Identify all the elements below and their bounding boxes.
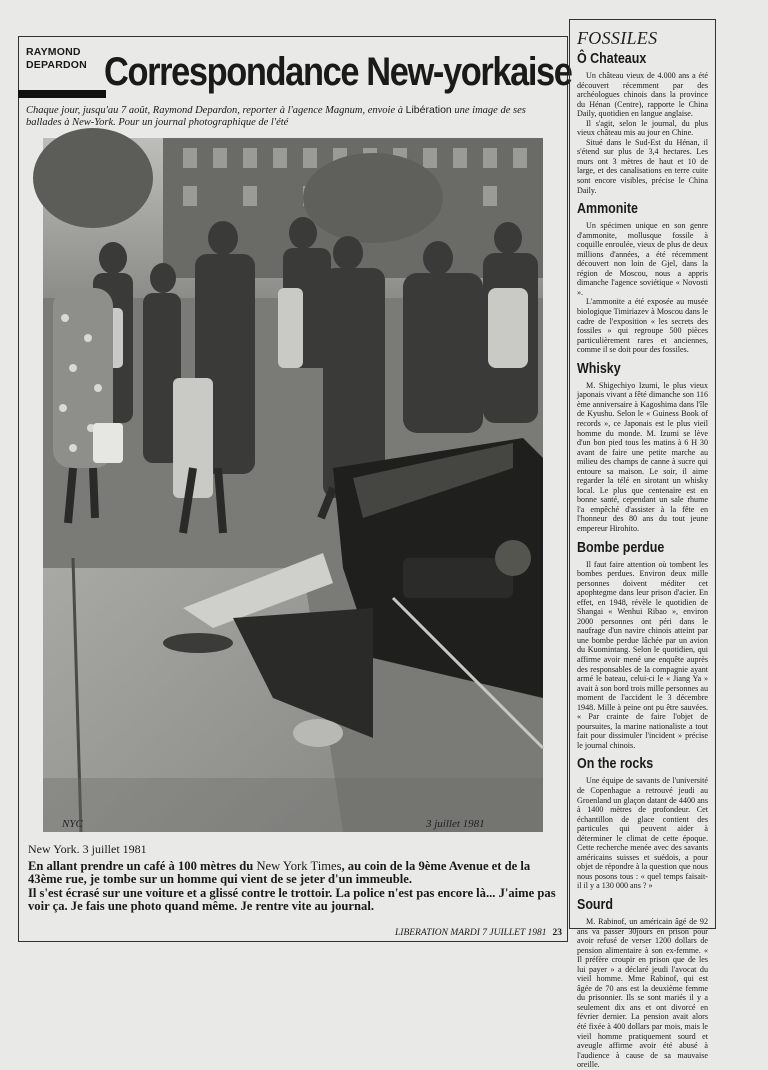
title-rule [18,90,106,98]
intro-text [26,104,546,129]
section-title: Whisky [577,360,621,377]
section-body [577,221,708,355]
paragraph: Un spécimen unique en son genre d'ammonite, mollusque fossile à coquille enroulée, vieux de plus de deux millions d'années, a été récemment découvert non loin de Gjel, dans la région de Moscou, nous a appris dimanche l'agence soviétique « Novosti ». [577,221,708,297]
paragraph: Il s'agit, selon le journal, du plus vieux château mis au jour en Chine. [577,118,708,138]
section-body [577,381,708,534]
section-title: Sourd [577,897,614,914]
author-last-name: DEPARDON [26,59,87,71]
section-title: Bombe perdue [577,539,665,556]
photo-illustration [43,138,543,832]
section-title: Ammonite [577,201,638,218]
author-byline [26,46,116,72]
section-body [577,776,708,891]
page-number: 23 [552,928,562,938]
author-first-name: RAYMOND [26,46,81,58]
paragraph: M. Rabinof, un américain âgé de 92 ans va passer 30jours en prison pour avoir refusé de verser 1200 dollars de pension alimentaire à son ex-femme. « Il préfère croupir en prison que de les lui payer » a déclaré jeudi l'avocat du vieil homme. Mme Rabinof, qui est âgée de 70 ans est la deuxième femme du prisonnier. Ils se sont mariés il y a seulement dix ans et ont divorcé en février dernier. La pension avait alors été fixée à 400 dollars par mois, mais le vieil homme pratiquement sourd et aveugle affirme avoir été abusé à l'audience à cause de sa mauvaise oreille. [577,917,708,1070]
caption-line2: Il s'est écrasé sur une voiture et a glissé contre le trottoir. La police n'est pas encore là... J'aime pas voir ça. Je fais une photo quand même. Je rentre vite au journal. [28,885,556,914]
paragraph: M. Shigechiyo Izumi, le plus vieux japonais vivant a fêté dimanche son 116 ème anniversaire à Kagoshima dans l'île de Kyushu. Selon le « Guiness Book of records », ce Japonais est le plus vieil homme du monde. M. Izumi se lève d'un bon pied tous les matins à 6 H 30 avant de faire une petite marche au milieu des champs de canne à sucre qui entoure sa maison. Le soir, il aime regarder la télé en sirotant un whisky local. Le plus que centenaire est en bonne santé, cependant un sale rhume l'a empêché d'assister à la fête en l'honneur des 80 ans du tout jeune empereur Hirohito. [577,380,708,533]
paragraph: Situé dans le Sud-Est du Hénan, il s'étend sur plus de 3,4 hectares. Les murs ont 3 mètres de haut et 10 de large, et des canalisations en terre cuite sont encore visibles, précise le China Daily. [577,137,708,195]
section-title: On the rocks [577,756,654,773]
footer-issue: LIBERATION MARDI 7 JUILLET 1981 [395,928,547,938]
intro-pre: Chaque jour, jusqu'au 7 août, Raymond Depardon, reporter à l'agence Magnum, envoie à [26,105,406,116]
intro-brand: Libération [405,104,452,116]
photo-signature-date: 3 juillet 1981 [426,818,485,830]
paragraph: Un château vieux de 4.000 ans a été découvert récemment par des archéologues chinois dans la province du Hénan (Centre), rapporte le China Daily, quotidien en langue anglaise. [577,71,708,119]
section-body [577,917,708,1070]
page-title: Correspondance New-yorkaise [104,50,572,94]
paragraph: L'ammonite a été exposée au musée biologique Timiriazev à Moscou dans le cadre de l'exposition « les secrets des fossiles » qui regroupe 500 pièces particulièrement rares et anciennes, comme il se doit pour des fossiles. [577,297,708,355]
news-photo [43,138,543,832]
intro-post: une image de ses ballades à New-York. Pour un journal photographique de l'été [26,105,526,128]
section-body [577,71,708,195]
sidebar-rubric: FOSSILES [577,28,658,48]
section-body [577,560,708,751]
section-title: Ô Chateaux [577,51,647,67]
news-sidebar [569,19,716,1070]
paragraph: Il faut faire attention où tombent les bombes perdues. Environ deux mille personnes doivent méditer cet apophtegme dans leur prison d'acier. En effet, en 1948, révèle le quotidien de Shangai « Wenhui Ribao », environ 2000 personnes ont péri dans le naufrage d'un navire chinois atteint par une bombe perdue lâchée par un avion du Kuomintang. Selon le quotidien, qui affirme avoir mené une enquête auprès des responsables de la compagnie ayant armé le bateau, celui-ci le « Jiang Ya » avait à son bord trois mille personnes au moment de l'accident le 3 décembre 1948. Mille à peine ont pu être sauvées. « Par crainte de faire l'objet de poursuites, la marine nationaliste a tout fait pour dissimuler l'incident » précise le journal chinois. [577,559,708,750]
page-footer [395,928,562,938]
caption-line1-c: , au coin de la 9ème Avenue et de la 43ème rue, je tombe sur un homme qui vient de se jeter d'un immeuble. [28,859,531,887]
caption-newspaper: New York Times [256,859,342,873]
photo-signature-place: NYC [62,818,83,830]
caption-place-date: New York. 3 juillet 1981 [28,842,147,856]
paragraph: Une équipe de savants de l'université de Copenhague a retrouvé jeudi au Groenland un glaçon datant de 4400 ans à 1400 mètres de profondeur. Cet échantillon de glace contient des particules qui peuvent aider à déterminer le climat de cette époque. Cette recherche menée avec des savants américains suisses et suédois, a pour objet de répondre à la question que nous nous posons tous : « quel temps faisait-il il y a 130 000 ans ? » [577,776,708,891]
caption-line1-a: En allant prendre un café à 100 mètres du [28,859,257,873]
caption-text [28,860,563,914]
